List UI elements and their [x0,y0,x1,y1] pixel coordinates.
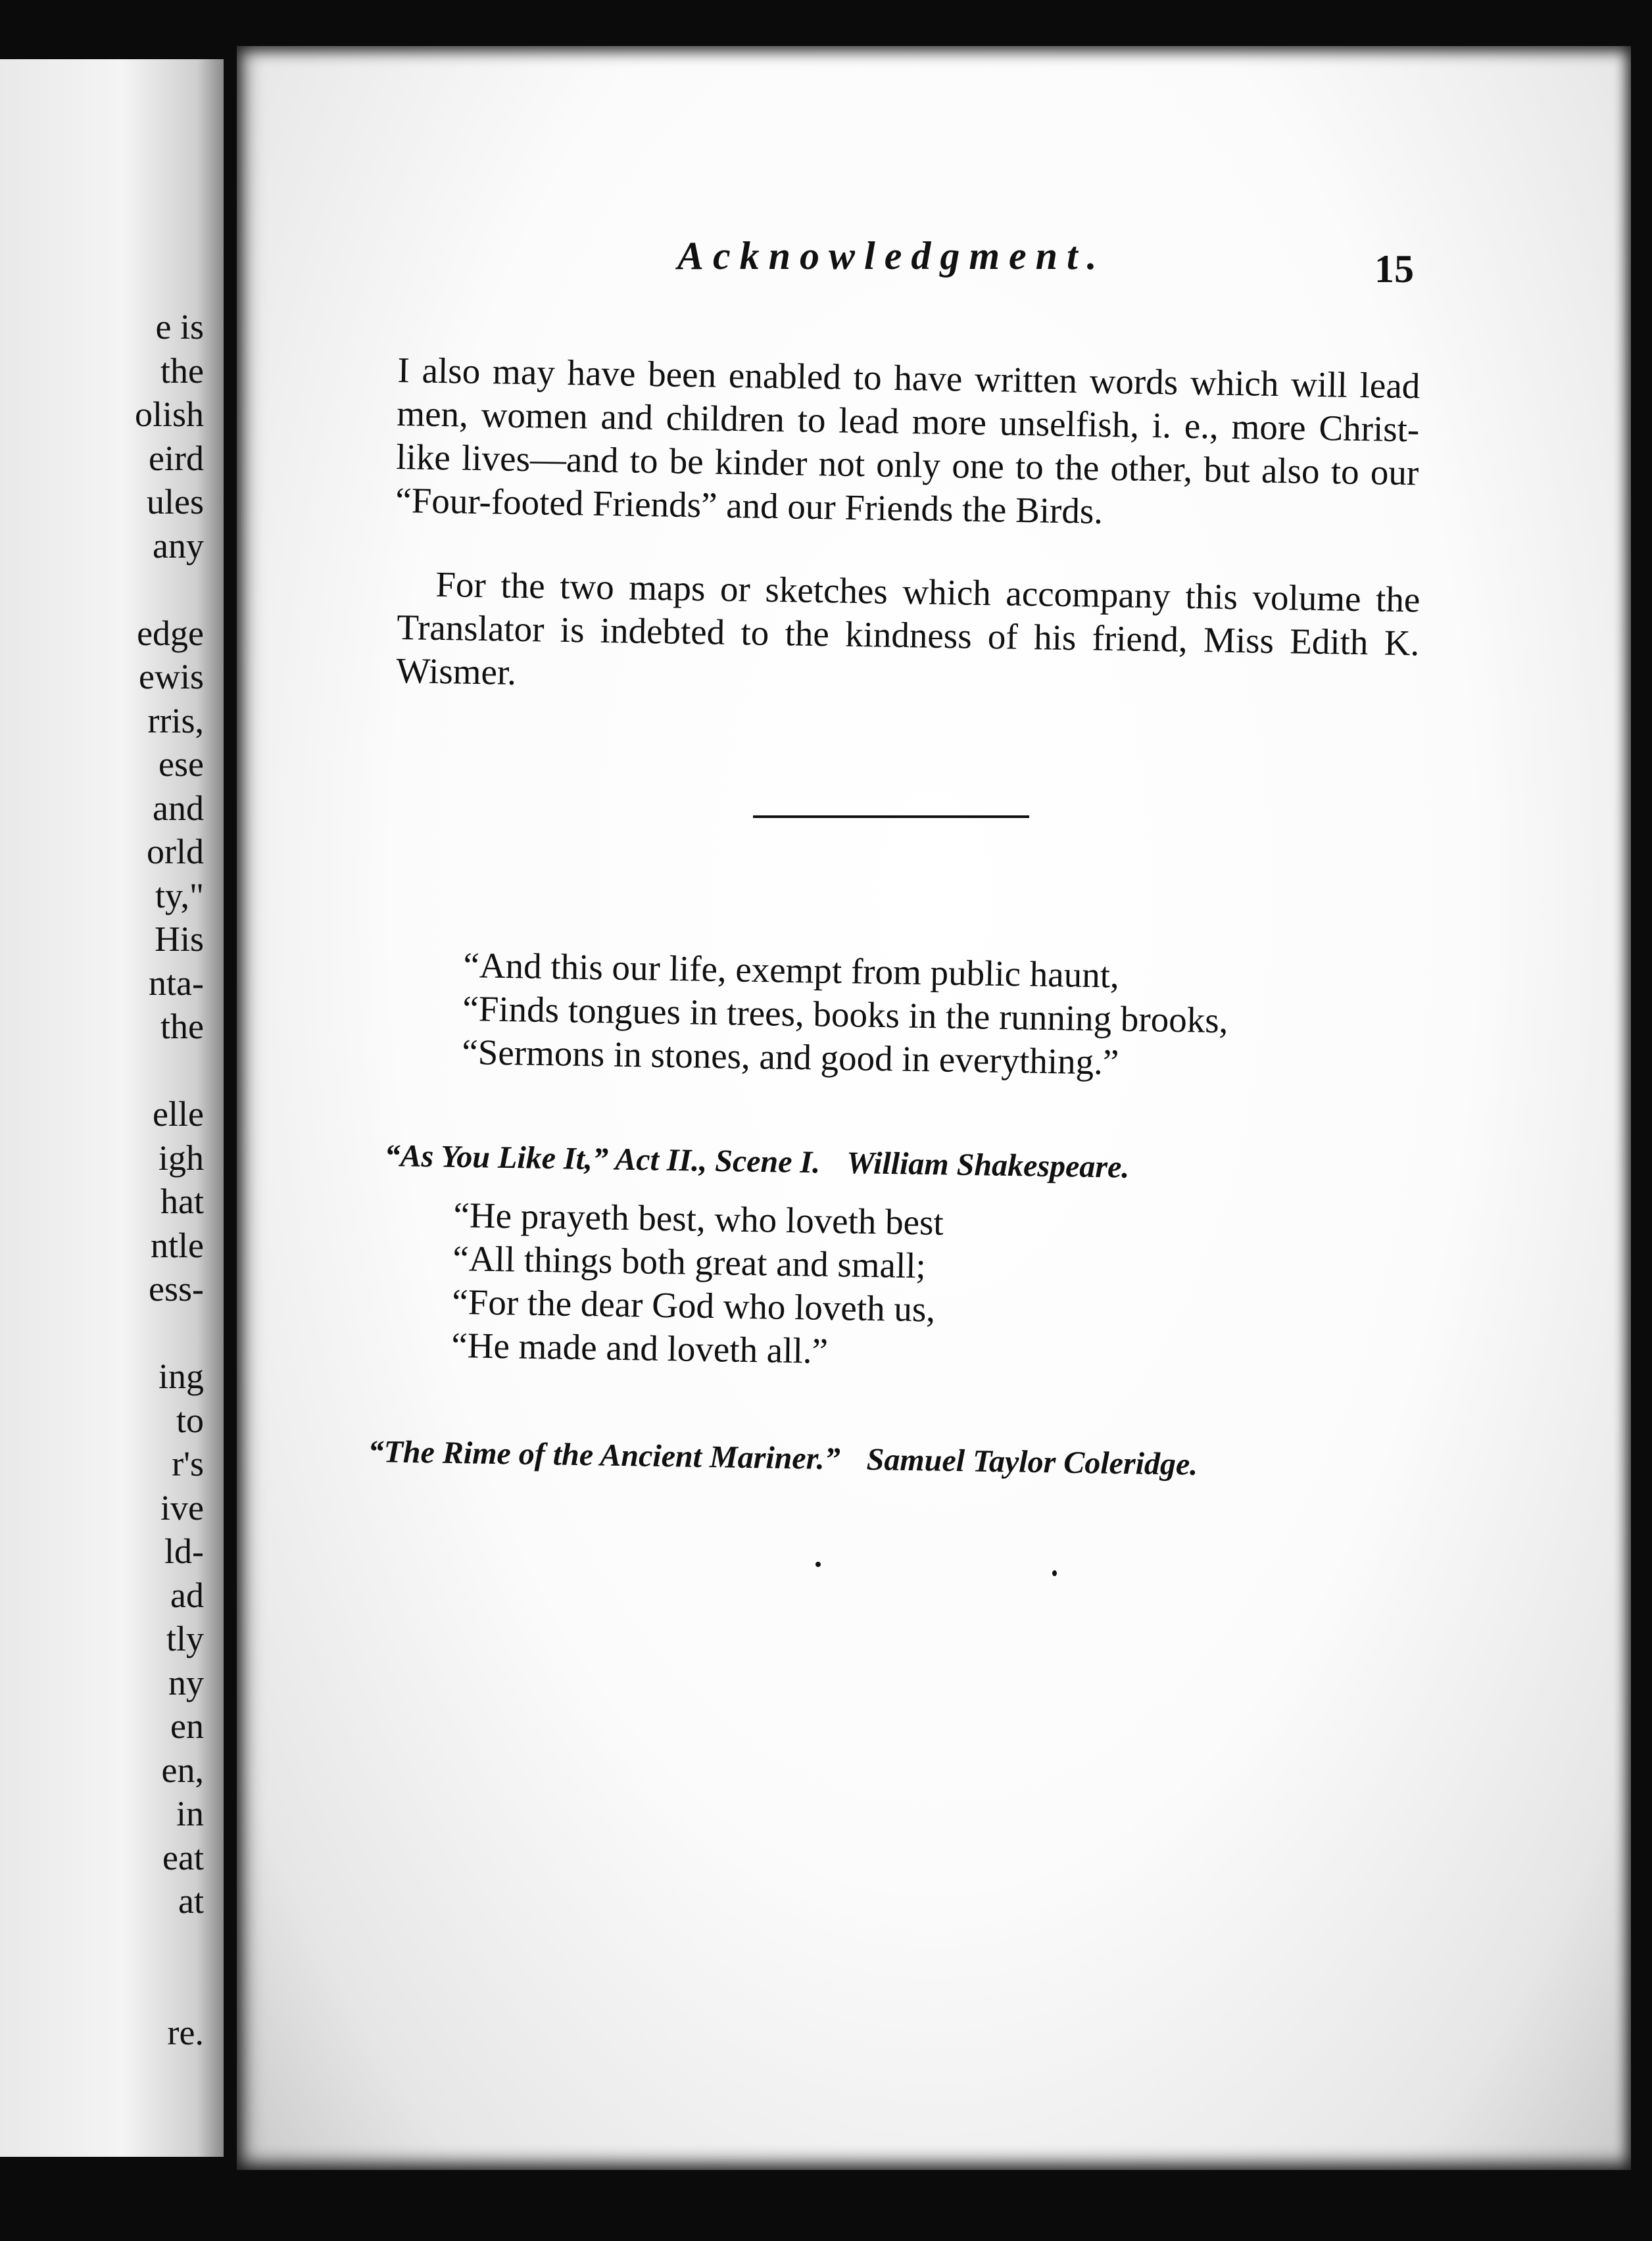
facing-page-text-fragment: at [178,1881,204,1921]
facing-page-text-fragment: re. [167,2012,204,2052]
facing-page-text-fragment: ewis [139,657,204,696]
facing-page-text-fragment: His [154,919,204,959]
facing-page-text-fragment: en, [161,1750,204,1790]
quote-attribution [384,1138,1130,1186]
verse-line: “For the dear God who loveth us, [451,1281,936,1330]
facing-page-text-fragment: the [160,350,204,391]
facing-page-text-fragment: olish [134,395,204,434]
facing-page-text-fragment: ing [158,1357,204,1396]
verse-line: “Finds tongues in trees, books in the running brooks, [462,988,1228,1041]
facing-page-text-fragment: ld- [164,1531,204,1571]
verse-line: “All things both great and small; [452,1238,927,1286]
quote-author: William Shakespeare. [846,1145,1130,1185]
facing-page-text-fragment: rris, [147,700,204,740]
facing-page-text-fragment: ntle [151,1225,204,1265]
facing-page-text-fragment: igh [158,1138,204,1178]
facing-page-text-fragment: hat [160,1182,204,1221]
facing-page-text-fragment: ty," [155,875,204,915]
facing-page-text-fragment: edge [137,613,204,653]
facing-page-text-fragment: nta- [149,963,204,1003]
quote-attribution [368,1434,1198,1483]
facing-page-text-fragment: ny [168,1662,204,1702]
verse-line: “He made and loveth all.” [450,1324,829,1371]
verse-line: “And this our life, exempt from public haunt, [463,944,1120,996]
scan-speck [1052,1570,1057,1576]
quote-author: Samuel Taylor Coleridge. [866,1441,1198,1482]
scan-speck [815,1562,821,1567]
facing-page-text-fragment: in [176,1794,204,1833]
section-divider [753,815,1029,818]
paragraph: For the two maps or sketches which accompany this volume the Translator is indebted to the kindness of his friend, Miss Edith K. Wismer. [395,564,1421,692]
facing-page-text-fragment: elle [153,1094,204,1134]
facing-page-text-fragment: tly [166,1619,204,1658]
facing-page-text-fragment: to [176,1400,204,1440]
facing-page-text-fragment: and [153,788,204,828]
verse-line: “Sermons in stones, and good in everything.” [461,1031,1119,1082]
facing-page-text-fragment: r's [172,1444,204,1483]
quote-source: “The Rime of the Ancient Mariner.” [368,1434,841,1477]
facing-page-text-fragment: ess- [149,1269,204,1309]
facing-page-text-fragment: ad [170,1575,204,1615]
paragraph: I also may have been enabled to have written words which will lead men, women and children to lead more unselfish, i. e., more Christ-like lives—and to be kinder not only one to the other, but also to our “Four-footed Friends” and our Friends the Birds. [395,349,1421,531]
facing-page-text-fragment: ive [160,1487,204,1528]
facing-page-text-fragment: en [170,1706,204,1746]
running-title: Acknowledgment. [677,234,1106,277]
facing-page-text-fragment: ules [147,482,204,521]
book-page [237,46,1631,2170]
verse-quote [462,944,1229,1086]
facing-page-text-fragment: the [160,1007,204,1046]
facing-page-text-fragment: eird [149,438,204,478]
verse-line: “He prayeth best, who loveth best [453,1194,944,1243]
page-number: 15 [1374,247,1414,291]
facing-page-text-fragment: eat [162,1837,204,1877]
verse-quote [451,1193,944,1375]
facing-page-text-fragment: orld [147,832,204,871]
facing-page-text-fragment: e is [155,307,204,347]
facing-page-text-fragment: any [153,525,204,566]
facing-page-text-fragment: ese [158,744,204,784]
quote-source: “As You Like It,” Act II., Scene I. [384,1138,821,1180]
facing-page-left [0,59,224,2157]
